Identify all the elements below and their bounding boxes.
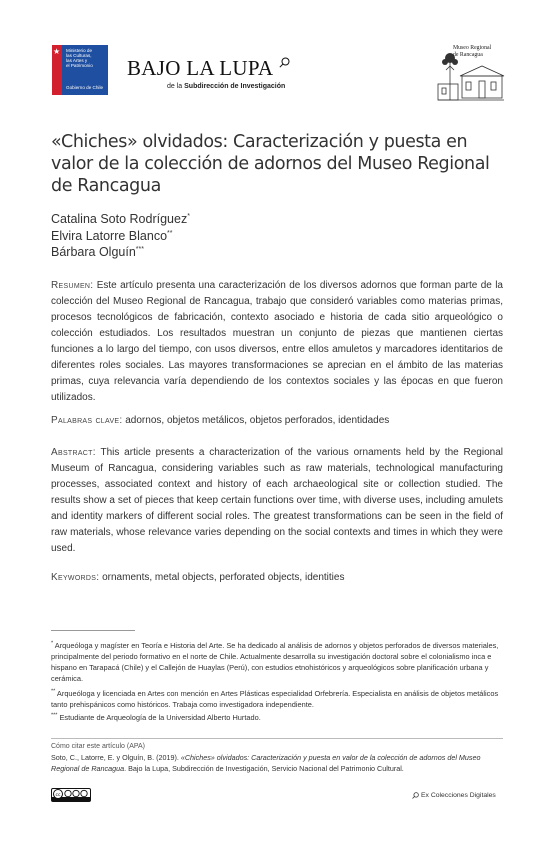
author-name: Elvira Latorre Blanco xyxy=(51,228,168,243)
palabras-clave-text: adornos, objetos metálicos, objetos perforados, identidades xyxy=(122,415,390,426)
authors xyxy=(51,211,190,261)
museum-title-line: Museo Regional xyxy=(453,45,492,51)
citation-prefix: Soto, C., Latorre, E. y Olguín, B. (2019). xyxy=(51,753,181,762)
author xyxy=(51,244,190,261)
magnifier-icon xyxy=(279,57,290,68)
keywords-paragraph xyxy=(51,570,503,586)
author-name: Catalina Soto Rodríguez xyxy=(51,212,188,226)
brand-title: BAJO LA LUPA xyxy=(127,56,274,80)
citation-italic: «Chiches» olvidados: Caracterización y puesta en valor de la colección de adornos del Museo Regional de Rancagua xyxy=(51,753,481,773)
footnote-mark[interactable]: ** xyxy=(167,229,173,237)
gov-logo-line: Ministerio de xyxy=(66,48,93,53)
magnifier-icon xyxy=(412,792,419,799)
author xyxy=(51,211,190,228)
brand-sub-bold: Subdirección de Investigación xyxy=(184,83,286,90)
footnote xyxy=(51,688,506,710)
author-name: Bárbara Olguín xyxy=(51,245,136,259)
footnote-mark[interactable]: * xyxy=(187,212,190,220)
footnote-mark: ** xyxy=(51,688,56,695)
footnote-mark[interactable]: *** xyxy=(135,245,144,253)
footnote-text: Estudiante de Arqueología de la Universidad Alberto Hurtado. xyxy=(57,713,261,722)
palabras-clave-label: Palabras clave: xyxy=(51,415,123,426)
footnote-text: Arqueóloga y magíster en Teoría e Historia del Arte. Se ha dedicado al análisis de adornos y objetos perforados de diversos materiales, principalmente del periodo formativo en el norte de Chile. Actualmente desarrolla su investigación doctoral sobre el colonialismo inca e hispano en Tarapacá (Chile) y el Callejón de Huaylas (Perú), con estudios etnohistóricos y arqueológicos sobre planificación urbana y cerámica. xyxy=(51,641,499,683)
museum-title xyxy=(453,45,491,59)
author xyxy=(51,228,190,245)
gov-logo-line: el Patrimonio xyxy=(66,63,93,68)
creative-commons-license-icon[interactable] xyxy=(51,788,91,802)
resumen-paragraph xyxy=(51,278,503,406)
footnote xyxy=(51,640,506,684)
government-logo xyxy=(52,45,108,95)
svg-text:cc: cc xyxy=(55,792,61,798)
abstract-paragraph xyxy=(51,445,503,557)
brand-sub-prefix: de la xyxy=(167,83,185,90)
brand-subtitle xyxy=(167,83,285,90)
footnote-divider xyxy=(51,630,135,631)
citation-text xyxy=(51,753,506,774)
footer-credit xyxy=(412,792,496,799)
footnote xyxy=(51,712,506,723)
keywords-label: Keywords: xyxy=(51,572,100,583)
citation-label: Cómo citar este artículo (APA) xyxy=(51,743,146,750)
abstract-text: This article presents a characterization of the various ornaments held by the Regional Museum of Rancagua, considering variables such as raw materials, technological manufacturing processes, associated context and history of each archaeological site or collection studied. The results show a set of pieces that keep certain functions over time, with diverse uses, including amulets and identity markers of different social roles. The greatest transformations can be seen in the field of raw materials, whose relevance varies depending on the social contexts and times in which they were used. xyxy=(51,447,503,554)
keywords-text: ornaments, metal objects, perforated objects, identities xyxy=(99,572,345,583)
footnote-mark: * xyxy=(51,640,54,647)
citation-suffix: . Bajo la Lupa, Subdirección de Investigación, Servicio Nacional del Patrimonio Cultural. xyxy=(124,763,404,773)
star-icon: ★ xyxy=(53,47,61,56)
footnote-mark: *** xyxy=(51,712,58,719)
resumen-text: Este artículo presenta una caracterización de los diversos adornos que forman parte de la colección del Museo Regional de Rancagua, trabajo que consideró variables como materias primas, procesos tecnológicos de fabricación, contexto asociado e historia de cada sitio arqueológico o colección estudiados. Los resultados muestran un conjunto de piezas que mantienen ciertas funciones a lo largo del tiempo, con usos diversos, entre ellos amuletos y marcadores identitarios de diferentes roles sociales. Las mayores transformaciones se aprecian en el ámbito de las materias primas, cuya relevancia varía dependiendo de los contextos sociales y las épocas en que fueron utilizados. xyxy=(51,280,503,403)
footnote-text: Arqueóloga y licenciada en Artes con mención en Artes Plásticas especialidad Orfebrería. Especialista en análisis de objetos metálicos tanto prehispánicos como históricos. Trabaja como investigadora independiente. xyxy=(51,689,499,709)
article-title: «Chiches» olvidados: Caracterización y puesta en valor de la colección de adornos del Museo Regional de Rancagua xyxy=(51,132,490,196)
gov-logo-line: las Culturas, xyxy=(66,53,92,58)
footer-credit-text: Ex Colecciones Digitales xyxy=(421,792,496,799)
abstract-label: Abstract: xyxy=(51,447,96,458)
gov-logo-line: las Artes y xyxy=(66,58,88,63)
citation-divider xyxy=(51,738,503,739)
resumen-label: Resumen: xyxy=(51,280,94,291)
palabras-clave-paragraph xyxy=(51,413,503,429)
gov-logo-line: Gobierno de Chile xyxy=(66,85,104,90)
museum-title-line: de Rancagua xyxy=(453,52,483,58)
